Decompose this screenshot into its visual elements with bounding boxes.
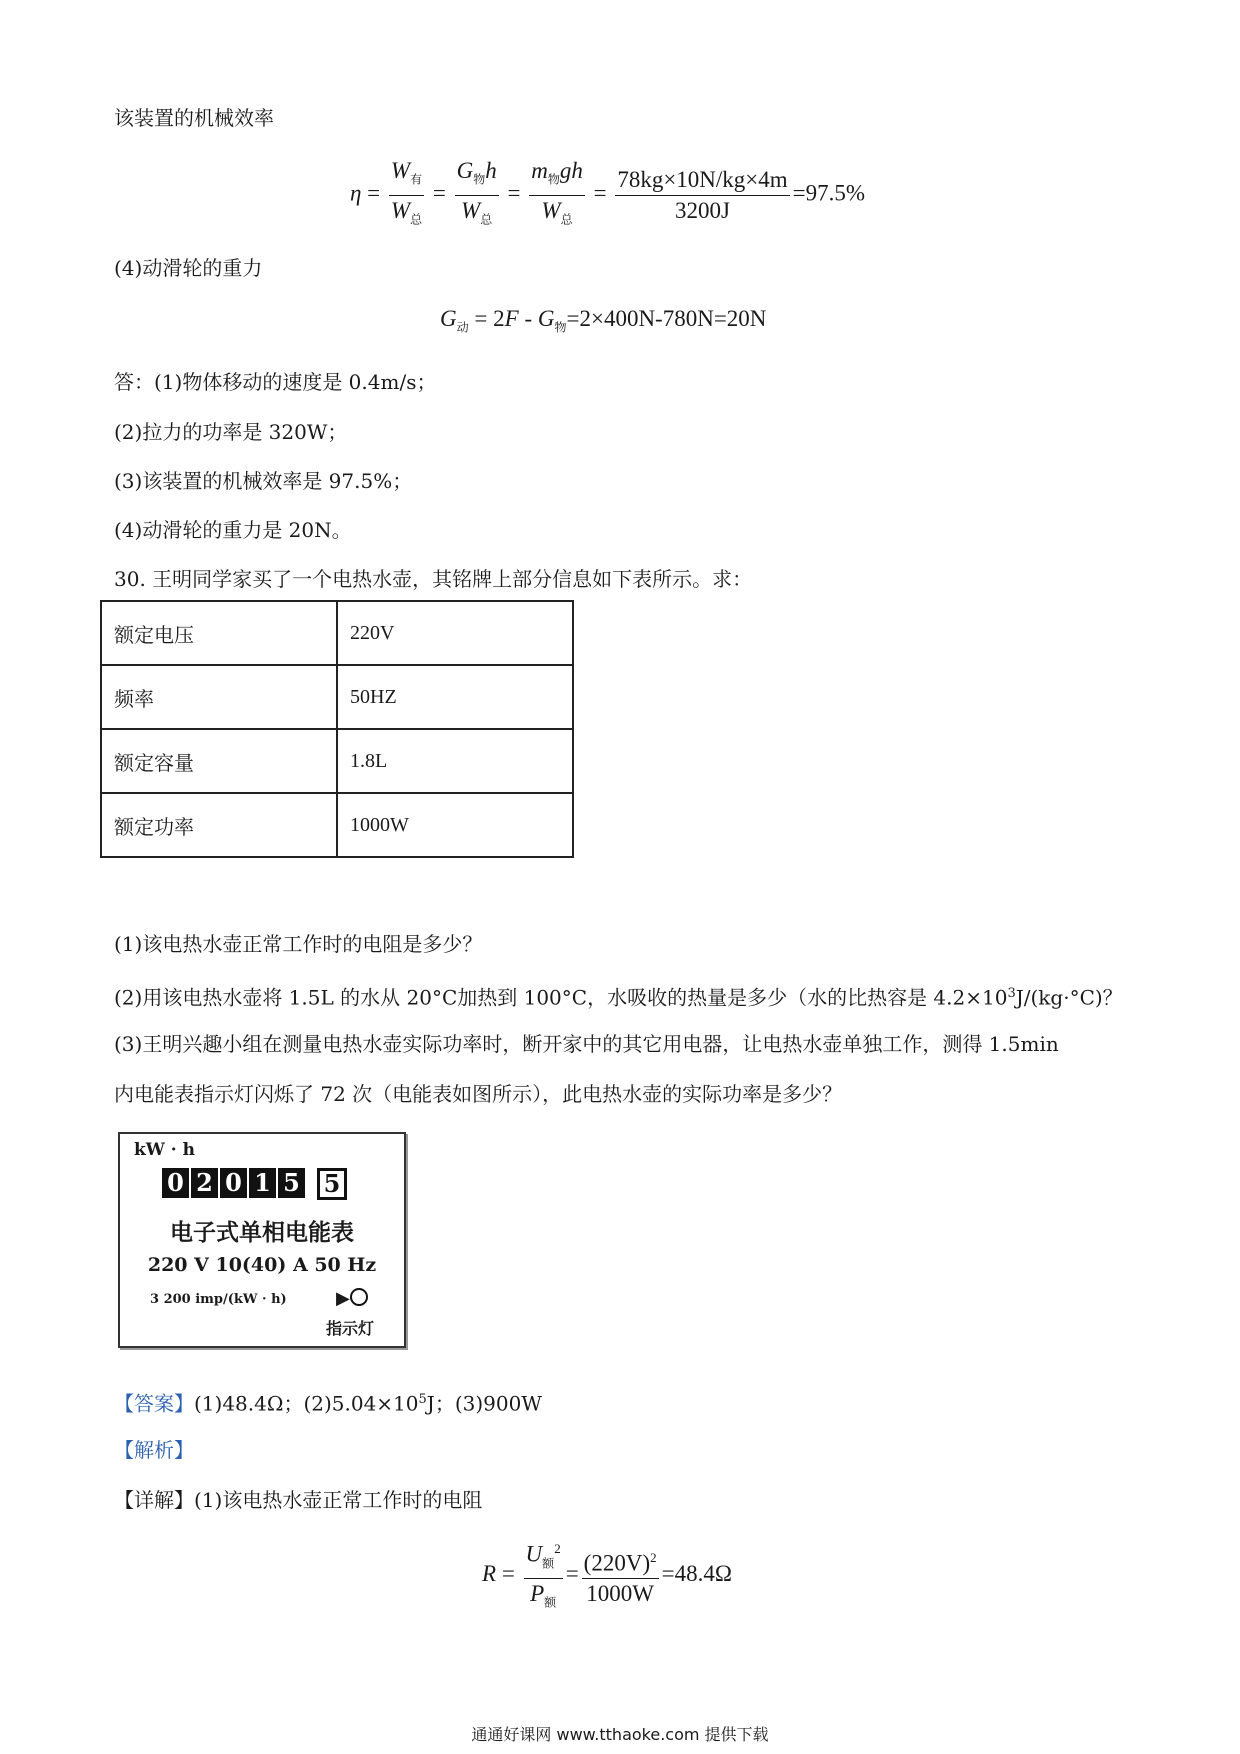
indicator-light-icon: ▶ (336, 1288, 368, 1309)
resistance-equation: R = $\frac{U_额^2}{P_额}$ = $\frac{(220V)^2}{1000W}$ =48.4Ω (482, 1536, 732, 1616)
answer-line-4: (4)动滑轮的重力是 20N。 (114, 518, 352, 542)
meter-unit: kW · h (134, 1140, 195, 1160)
text-efficiency-intro: 该装置的机械效率 (114, 106, 274, 130)
fraction-numeric-resistance: $\frac{(220V)^2}{1000W}$ (582, 1545, 659, 1608)
fraction-w-useful-over-total: $\frac{W_有}{W_总}$ (390, 158, 423, 227)
energy-meter-figure (118, 1132, 406, 1348)
meter-digit: 0 (220, 1168, 247, 1198)
sub-question-3-line-2: 内电能表指示灯闪烁了 72 次（电能表如图所示），此电热水壶的实际功率是多少？ (114, 1082, 843, 1106)
meter-digit-decimal: 5 (317, 1168, 347, 1200)
meter-digits (162, 1168, 347, 1200)
meter-digit: 2 (191, 1168, 218, 1198)
page-footer: 通通好课网 www.tthaoke.com 提供下载 (471, 1725, 769, 1744)
meter-digit: 5 (278, 1168, 305, 1198)
resistance-result: =48.4Ω (661, 1561, 732, 1587)
fraction-mgh-over-total: $\frac{m_物gh}{W_总}$ (531, 158, 583, 227)
answer-label: 【答案】 (114, 1391, 194, 1416)
fraction-gh-over-total: $\frac{G_物h}{W_总}$ (456, 158, 497, 227)
meter-digit: 0 (162, 1168, 189, 1198)
meter-spec: 220 V 10(40) A 50 Hz (147, 1254, 377, 1276)
table-row: 额定容量 1.8L (101, 729, 573, 793)
answer-line-1: 答：(1)物体移动的速度是 0.4m/s； (114, 370, 437, 394)
meter-digit: 1 (249, 1168, 276, 1198)
indicator-label: 指示灯 (326, 1319, 375, 1338)
answer-line-2: (2)拉力的功率是 320W； (114, 420, 348, 444)
pulley-weight-equation: $G_动 = 2F - G_物=2\times 400N-780N=20N$ (440, 306, 767, 335)
eta-symbol: η (350, 180, 362, 206)
question-30: 30. 王明同学家买了一个电热水壶，其铭牌上部分信息如下表所示。求： (114, 567, 753, 591)
detail-line: 【详解】(1)该电热水壶正常工作时的电阻 (114, 1488, 483, 1512)
sub-question-1: (1)该电热水壶正常工作时的电阻是多少？ (114, 932, 483, 956)
efficiency-equation: η = $\frac{W_有}{W_总}$ = $\frac{G_物h}{W_总}$ = $\frac{m_物gh}{W_总}$ = $\frac{78kg\times 10N/kg\times 4m}{3200J}$ =97.5% (350, 158, 865, 232)
table-row: 频率 50HZ (101, 665, 573, 729)
detail-label: 【详解】 (114, 1488, 194, 1512)
meter-impulse: 3 200 imp/(kW · h) (150, 1292, 287, 1307)
answer-line-3: (3)该装置的机械效率是 97.5%； (114, 469, 413, 493)
meter-title: 电子式单相电能表 (170, 1219, 354, 1246)
analysis-label: 【解析】 (114, 1438, 194, 1462)
fraction-u-squared-over-p: $\frac{U_额^2}{P_额}$ (524, 1536, 563, 1616)
table-row: 额定功率 1000W (101, 793, 573, 857)
fraction-numeric: $\frac{78kg\times 10N/kg\times 4m}{3200J}$ (617, 166, 788, 223)
table-row: 额定电压 220V (101, 601, 573, 665)
answer-summary: 【答案】(1)48.4Ω；$(2)5.04\times 10^5J$；(3)900W (114, 1391, 542, 1416)
text-pulley-weight-intro: (4)动滑轮的重力 (114, 256, 263, 280)
spec-table (100, 600, 574, 858)
sub-question-3-line-1: (3)王明兴趣小组在测量电热水壶实际功率时，断开家中的其它用电器，让电热水壶单独工作，测得 1.5min (114, 1032, 1059, 1056)
efficiency-result: =97.5% (792, 180, 866, 206)
sub-question-2: (2)用该电热水壶将 1.5L 的水从 20°C加热到 100°C，水吸收的热量是多少（水的比热容是 $4.2\times 10^3J/(kg\cdot^\circ C)$？ (114, 985, 1123, 1010)
